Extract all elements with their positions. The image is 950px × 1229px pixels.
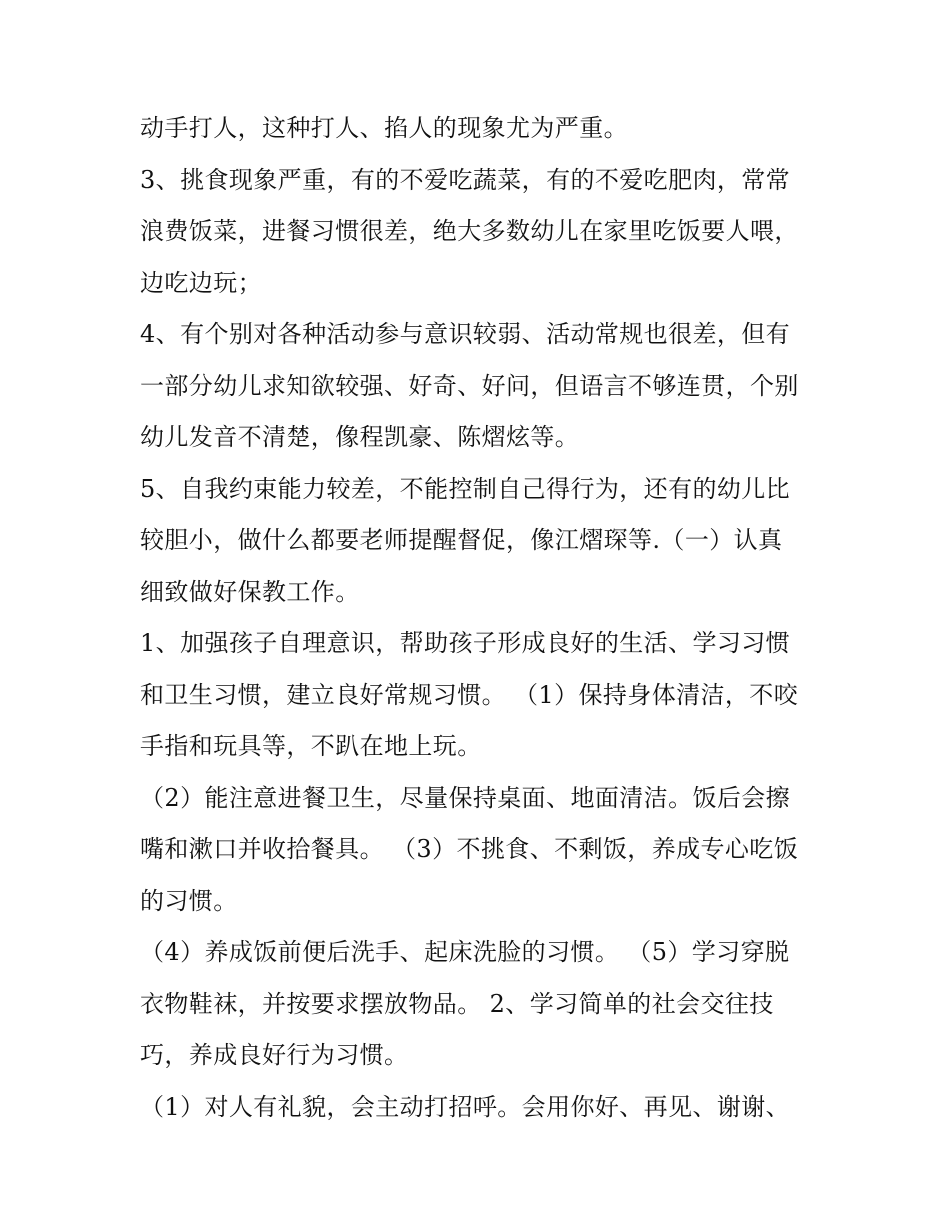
text-line: 嘴和漱口并收拾餐具。 （3）不挑食、不剩饭，养成专心吃饭 — [140, 835, 799, 863]
document-body — [140, 103, 820, 1133]
text-line: 3、挑食现象严重，有的不爱吃蔬菜，有的不爱吃肥肉，常常 — [140, 165, 791, 194]
text-line: 动手打人，这种打人、掐人的现象尤为严重。 — [140, 114, 628, 142]
text-line: （2）能注意进餐卫生，尽量保持桌面、地面清洁。饭后会擦 — [140, 783, 791, 812]
text-line: 较胆小，做什么都要老师提醒督促，像江熠琛等.（一）认真 — [140, 526, 783, 554]
text-line: 细致做好保教工作。 — [140, 577, 360, 606]
text-line: 1、加强孩子自理意识，帮助孩子形成良好的生活、学习习惯 — [140, 629, 791, 657]
text-line: 4、有个别对各种活动参与意识较弱、活动常规也很差，但有 — [140, 320, 791, 348]
text-line: （1）对人有礼貌，会主动打招呼。会用你好、再见、谢谢、 — [140, 1092, 791, 1121]
text-line: 边吃边玩； — [140, 268, 262, 297]
text-line: 衣物鞋袜，并按要求摆放物品。 2、学习简单的社会交往技 — [140, 989, 774, 1018]
text-line: 巧，养成良好行为习惯。 — [140, 1041, 409, 1069]
text-line: 一部分幼儿求知欲较强、好奇、好问，但语言不够连贯，个别 — [140, 371, 799, 400]
text-line: 手指和玩具等，不趴在地上玩。 — [140, 732, 482, 760]
text-line: 的习惯。 — [140, 886, 238, 915]
text-line: 浪费饭菜，进餐习惯很差，绝大多数幼儿在家里吃饭要人喂， — [140, 217, 799, 245]
text-line: 5、自我约束能力较差，不能控制自己得行为，还有的幼儿比 — [140, 474, 791, 503]
text-line: 和卫生习惯，建立良好常规习惯。 （1）保持身体清洁，不咬 — [140, 680, 799, 709]
text-line: 幼儿发音不清楚，像程凯豪、陈熠炫等。 — [140, 423, 580, 451]
text-line: （4）养成饭前便后洗手、起床洗脸的习惯。 （5）学习穿脱 — [140, 938, 790, 966]
